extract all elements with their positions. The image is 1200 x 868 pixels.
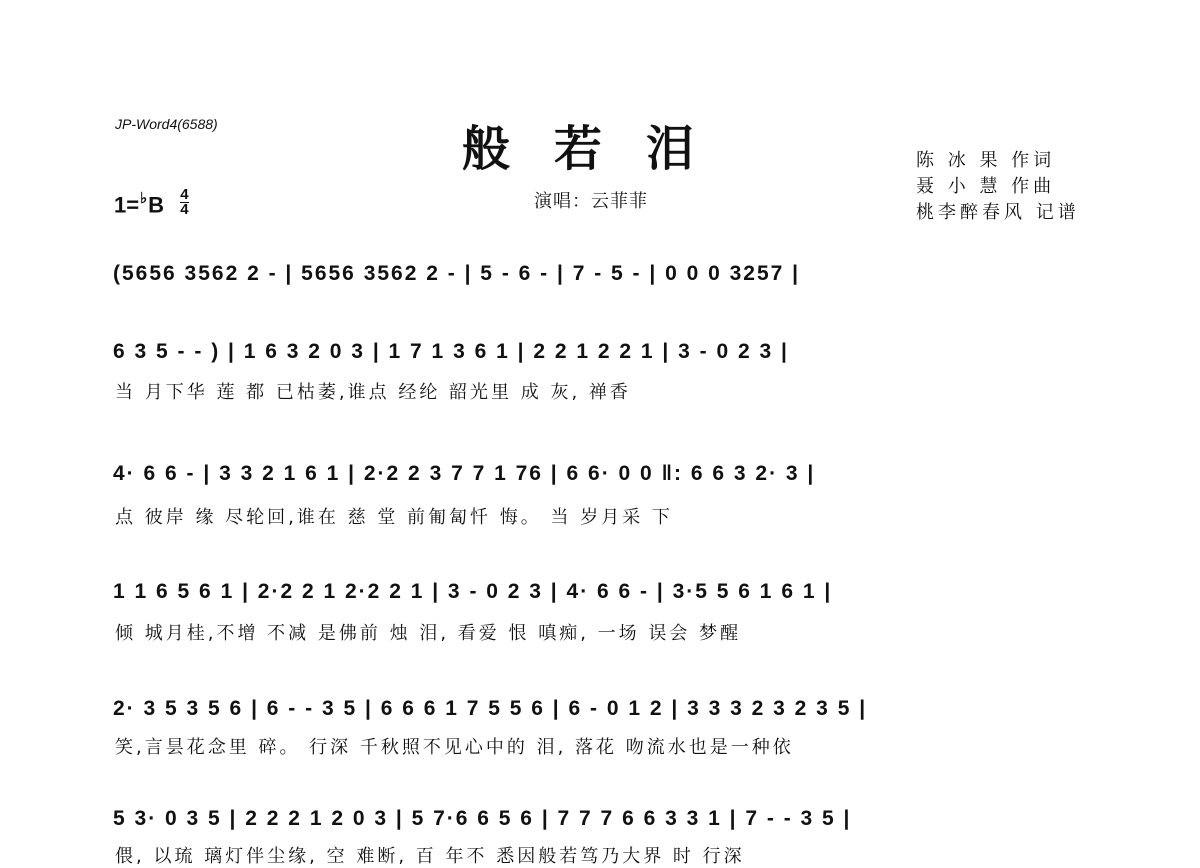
notation-row-5: 2· 3 5 3 5 6 | 6 - - 3 5 | 6 6 6 1 7 5 5 6 | 6 - 0 1 2 | 3 3 3 2 3 2 3 5 | [113,697,868,720]
composer-credit: 聂 小 慧 作曲 [916,176,1056,197]
notation-row-2: 6 3 5 - - ) | 1 6 3 2 0 3 | 1 7 1 3 6 1 | 2 2 1 2 2 1 | 3 - 0 2 3 | [113,340,789,363]
time-signature-bottom: 4 [180,201,189,218]
transcriber-credit: 桃李醉春风 记谱 [916,202,1080,223]
flat-sign: ♭ [140,190,148,208]
notation-row-1: (5656 3562 2 - | 5656 3562 2 - | 5 - 6 - | 7 - 5 - | 0 0 0 3257 | [113,262,801,285]
lyric-row-5: 笑,言昙花念里 碎。 行深 千秋照不见心中的 泪, 落花 吻流水也是一种依 [115,737,794,758]
time-signature-top: 4 [180,186,189,203]
credits-block [916,148,1080,226]
singer-credit: 演唱：云菲菲 [534,191,648,212]
lyric-row-4: 倾 城月桂,不增 不减 是佛前 烛 泪, 看爱 恨 嗔痴, 一场 误会 梦醒 [115,623,742,644]
lyric-row-3: 点 彼岸 缘 尽轮回,谁在 慈 堂 前匍匐忏 悔。 当 岁月采 下 [115,507,673,528]
time-signature [180,188,188,217]
lyric-row-6: 偎, 以琉 璃灯伴尘缘, 空 难断, 百 年不 悉因般若笃乃大界 时 行深 [115,846,745,867]
lyric-row-2: 当 月下华 莲 都 已枯萎,谁点 经纶 韶光里 成 灰, 禅香 [115,382,631,403]
notation-row-6: 5 3· 0 3 5 | 2 2 2 1 2 0 3 | 5 7·6 6 5 6 | 7 7 7 6 6 3 3 1 | 7 - - 3 5 | [113,807,852,830]
software-tag: JP-Word4(6588) [115,116,218,132]
notation-row-4: 1 1 6 5 6 1 | 2·2 2 1 2·2 2 1 | 3 - 0 2 3 | 4· 6 6 - | 3·5 5 6 1 6 1 | [113,580,833,603]
lyricist-credit: 陈 冰 果 作词 [916,150,1056,171]
song-title: 般若泪 [461,121,738,177]
notation-row-3: 4· 6 6 - | 3 3 2 1 6 1 | 2·2 2 3 7 7 1 76 | 6 6· 0 0 ‖: 6 6 3 2· 3 | [113,462,816,485]
key-note: B [148,192,165,218]
key-prefix: 1= [114,192,140,218]
key-signature [114,186,189,221]
